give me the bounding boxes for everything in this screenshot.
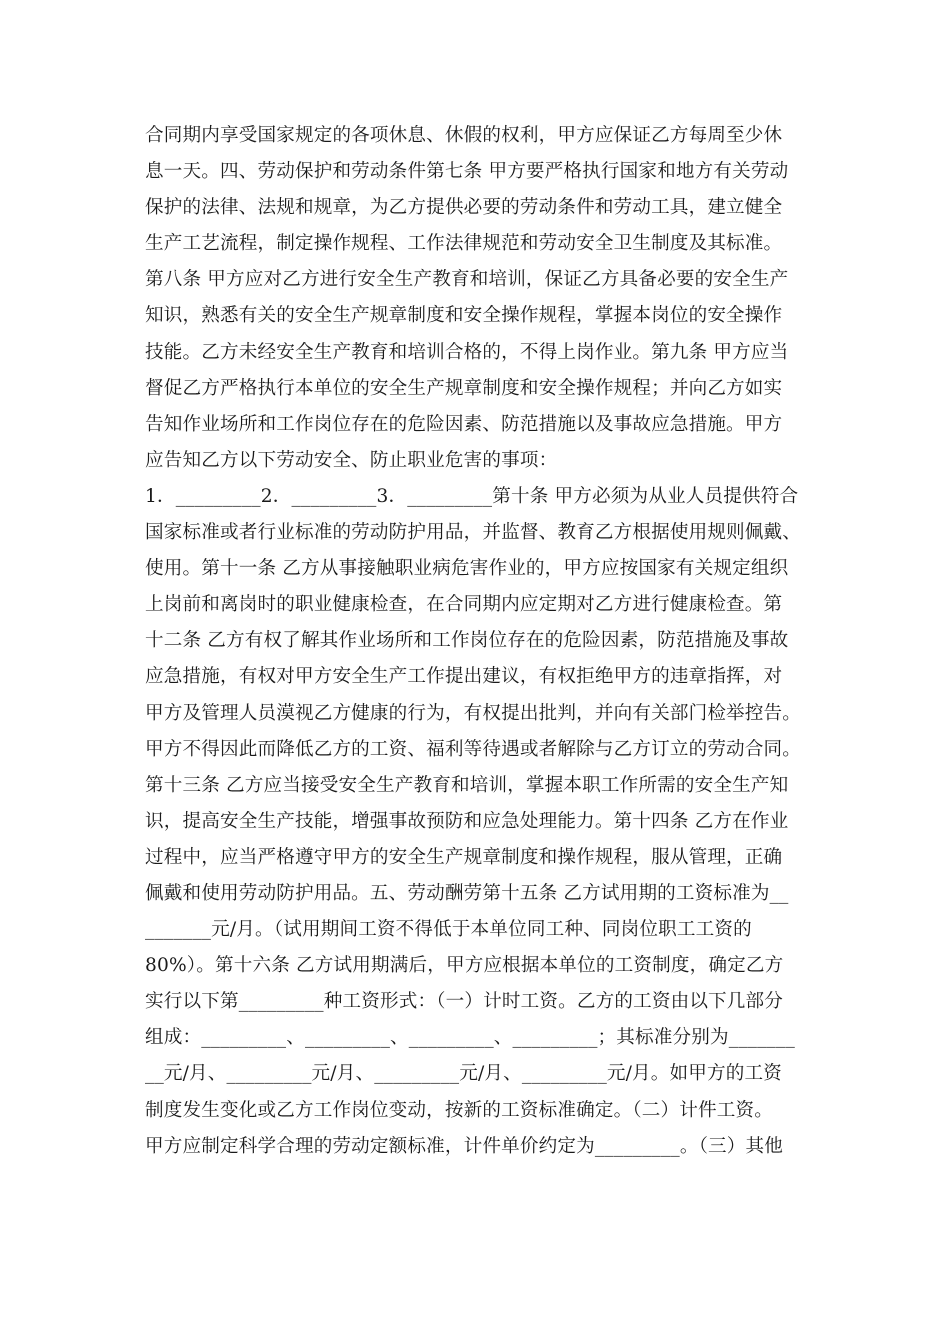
text-line: 应急措施，有权对甲方安全生产工作提出建议，有权拒绝甲方的违章指挥，对 bbox=[145, 666, 783, 688]
text-line: 甲方不得因此而降低乙方的工资、福利等待遇或者解除与乙方订立的劳动合同。 bbox=[145, 738, 802, 760]
text-line: 应告知乙方以下劳动安全、防止职业危害的事项： bbox=[145, 449, 558, 471]
text-line: 佩戴和使用劳动防护用品。五、劳动酬劳第十五条 乙方试用期的工资标准为__ bbox=[145, 882, 789, 904]
text-line: 识，提高安全生产技能，增强事故预防和应急处理能力。第十四条 乙方在作业 bbox=[145, 810, 789, 832]
text-line: 过程中，应当严格遵守甲方的安全生产规章制度和操作规程，服从管理，正确 bbox=[145, 846, 783, 868]
text-line: 上岗前和离岗时的职业健康检查，在合同期内应定期对乙方进行健康检查。第 bbox=[145, 594, 783, 616]
text-line: 使用。第十一条 乙方从事接触职业病危害作业的，甲方应按国家有关规定组织 bbox=[145, 558, 789, 580]
text-line: 甲方及管理人员漠视乙方健康的行为，有权提出批判，并向有关部门检举控告。 bbox=[145, 702, 802, 724]
document-body bbox=[145, 118, 810, 1165]
text-line: 第八条 甲方应对乙方进行安全生产教育和培训，保证乙方具备必要的安全生产 bbox=[145, 269, 789, 291]
text-line: 十二条 乙方有权了解其作业场所和工作岗位存在的危险因素，防范措施及事故 bbox=[145, 630, 789, 652]
text-line: 实行以下第_________种工资形式：（一）计时工资。乙方的工资由以下几部分 bbox=[145, 991, 784, 1013]
text-line: 告知作业场所和工作岗位存在的危险因素、防范措施以及事故应急措施。甲方 bbox=[145, 413, 783, 435]
text-line: 第十三条 乙方应当接受安全生产教育和培训，掌握本职工作所需的安全生产知 bbox=[145, 774, 789, 796]
text-line: 80%）。第十六条 乙方试用期满后，甲方应根据本单位的工资制度，确定乙方 bbox=[145, 955, 784, 977]
text-line: 技能。乙方未经安全生产教育和培训合格的，不得上岗作业。第九条 甲方应当 bbox=[145, 341, 789, 363]
text-line: _______元/月。（试用期间工资不得低于本单位同工种、同岗位职工工资的 bbox=[145, 919, 752, 941]
text-line: 督促乙方严格执行本单位的安全生产规章制度和安全操作规程；并向乙方如实 bbox=[145, 377, 783, 399]
text-line: 组成：_________、_________、_________、_________；其标准分别为_______ bbox=[145, 1027, 795, 1049]
text-line: 合同期内享受国家规定的各项休息、休假的权利，甲方应保证乙方每周至少休 bbox=[145, 125, 783, 146]
text-line: 息一天。四、劳动保护和劳动条件第七条 甲方要严格执行国家和地方有关劳动 bbox=[145, 161, 789, 183]
text-line: __元/月、_________元/月、_________元/月、_________元/月。如甲方的工资 bbox=[145, 1063, 783, 1085]
text-line: 国家标准或者行业标准的劳动防护用品，并监督、教育乙方根据使用规则佩戴、 bbox=[145, 522, 802, 544]
text-line: 制度发生变化或乙方工作岗位变动，按新的工资标准确定。（二）计件工资。 bbox=[145, 1099, 773, 1121]
text-line: 1．_________2．_________3．_________第十条 甲方必须为从业人员提供符合 bbox=[145, 485, 799, 507]
text-line: 保护的法律、法规和规章，为乙方提供必要的劳动条件和劳动工具，建立健全 bbox=[145, 197, 783, 219]
text-line: 知识，熟悉有关的安全生产规章制度和安全操作规程，掌握本岗位的安全操作 bbox=[145, 305, 783, 327]
text-line: 甲方应制定科学合理的劳动定额标准，计件单价约定为_________。（三）其他 bbox=[145, 1135, 784, 1157]
text-line: 生产工艺流程，制定操作规程、工作法律规范和劳动安全卫生制度及其标准。 bbox=[145, 233, 783, 255]
